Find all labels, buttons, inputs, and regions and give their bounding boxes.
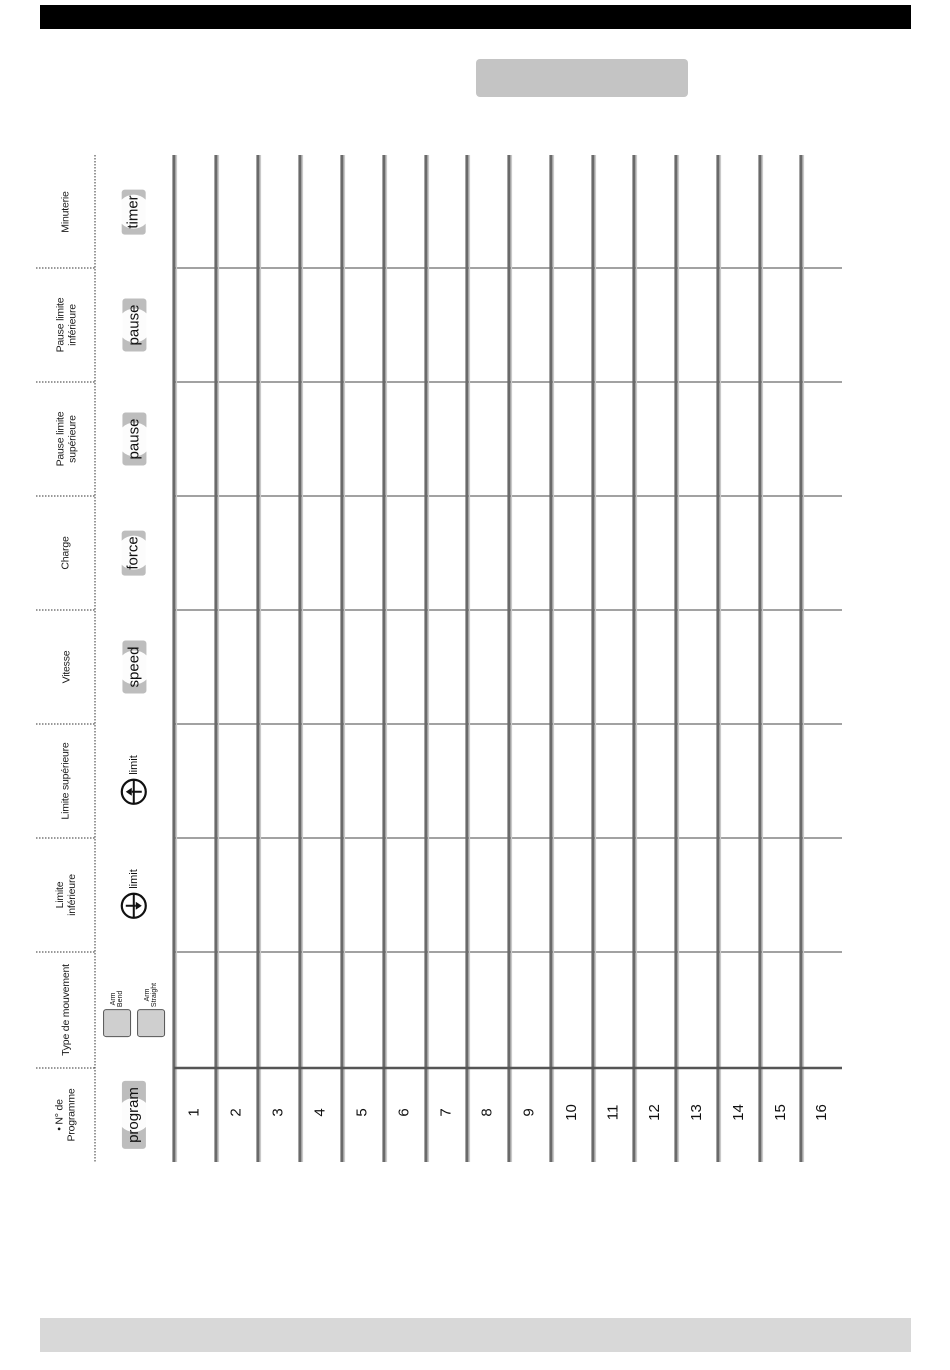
program-number-text: 15 (771, 1104, 789, 1121)
limit-label: limit (128, 755, 140, 775)
program-number-text: 13 (687, 1104, 705, 1121)
icon-cell-8 (96, 1068, 172, 1162)
program-number (179, 1104, 209, 1121)
limit-down-icon (119, 869, 149, 921)
program-number (556, 1104, 586, 1121)
arm-caption-line: Straight (151, 982, 158, 1008)
arm-caption-line: Bend (117, 990, 124, 1008)
rotated-icon-wrapper (103, 983, 165, 1037)
program-number-text: 9 (520, 1108, 538, 1117)
column-header-1 (36, 268, 96, 382)
badge-text: pause (125, 418, 142, 460)
rotated-icon-wrapper (122, 189, 146, 234)
icon-cell-1 (96, 268, 172, 382)
program-number (723, 1104, 753, 1121)
program-number-text: 6 (395, 1108, 413, 1117)
column-header-line: Limite (54, 881, 66, 909)
column-header-line: Vitesse (60, 650, 72, 684)
circle-arrow-icon (119, 891, 149, 921)
column-header-line: supérieure (65, 415, 78, 463)
column-header-0 (36, 155, 96, 268)
column-header-label (54, 874, 78, 916)
column-header-6 (36, 838, 96, 952)
program-number (347, 1104, 377, 1121)
column-header-label (54, 298, 78, 353)
program-number-text: 7 (437, 1108, 455, 1117)
icon-cell-0 (96, 155, 172, 268)
force-badge-icon (122, 530, 146, 575)
arm-bend-icon (103, 983, 131, 1037)
rotated-icon-wrapper (119, 755, 149, 807)
program-number-text: 4 (311, 1108, 329, 1117)
column-header-line: Minuterie (59, 190, 72, 233)
program-number (305, 1104, 335, 1121)
timer-badge-icon (122, 189, 146, 234)
program-number (765, 1104, 795, 1121)
arm-figure-icon (137, 1009, 165, 1037)
program-number-text: 12 (645, 1104, 663, 1121)
icon-cell-4 (96, 610, 172, 724)
arm-caption (110, 991, 124, 1007)
arm-figure-icon (103, 1009, 131, 1037)
arm-caption-line: Arm (144, 988, 151, 1002)
arm-type-icons (103, 983, 165, 1037)
badge-text: program (124, 1087, 142, 1143)
column-header-line: Type de mouvement (60, 964, 72, 1056)
program-number-text: 8 (478, 1108, 496, 1117)
column-header-8 (36, 1068, 96, 1162)
badge-text: speed (125, 646, 142, 688)
program-number (681, 1104, 711, 1121)
program-number-text: 16 (812, 1104, 830, 1121)
circle-arrow-icon (119, 777, 149, 807)
column-header-line: Pause limite (53, 297, 66, 353)
program-badge-icon (122, 1081, 146, 1149)
arm-caption-line: Arm (110, 992, 117, 1006)
program-number-text: 14 (729, 1104, 747, 1121)
rotated-icon-wrapper (122, 1081, 146, 1149)
program-number (514, 1104, 544, 1121)
icon-cell-3 (96, 496, 172, 610)
program-number-text: 5 (353, 1108, 371, 1117)
pause-badge-icon (122, 299, 146, 352)
badge-text: force (124, 536, 142, 570)
pause-badge-icon (122, 413, 146, 466)
program-number-text: 2 (227, 1108, 245, 1117)
program-number-text: 1 (185, 1108, 203, 1117)
column-header-line: Charge (60, 536, 72, 570)
icon-cell-2 (96, 382, 172, 496)
column-header-label (60, 964, 72, 1056)
icon-cell-5 (96, 724, 172, 838)
limit-label: limit (128, 869, 140, 889)
column-header-label (54, 412, 78, 467)
column-header-3 (36, 496, 96, 610)
column-header-label (60, 742, 72, 819)
column-header-4 (36, 610, 96, 724)
column-header-line: Limite supérieure (60, 742, 73, 820)
program-number-text: 10 (562, 1104, 580, 1121)
arm-caption (144, 983, 158, 1007)
column-header-label (54, 1088, 78, 1141)
rotated-icon-wrapper (122, 641, 146, 694)
column-header-7 (36, 952, 96, 1068)
rotated-icon-wrapper (119, 869, 149, 921)
program-number (263, 1104, 293, 1121)
rotated-icon-wrapper (122, 299, 146, 352)
program-number-text: 11 (604, 1104, 622, 1121)
column-header-label (60, 651, 72, 684)
icon-cell-7 (96, 952, 172, 1068)
program-number-text: 3 (269, 1108, 287, 1117)
program-number (806, 1104, 836, 1121)
column-header-line: Pause limite (53, 411, 66, 467)
column-header-5 (36, 724, 96, 838)
program-number (639, 1104, 669, 1121)
program-number (472, 1104, 502, 1121)
badge-text: pause (125, 304, 142, 346)
rotated-icon-wrapper (122, 413, 146, 466)
column-header-label (60, 191, 72, 232)
limit-up-icon (119, 755, 149, 807)
rotated-icon-wrapper (122, 530, 146, 575)
column-header-label (60, 536, 72, 569)
program-number (221, 1104, 251, 1121)
program-number (389, 1104, 419, 1121)
program-number (598, 1104, 628, 1121)
arm-straight-icon (137, 983, 165, 1037)
program-number (431, 1104, 461, 1121)
badge-text: timer (125, 194, 142, 229)
column-header-line: • N° de (54, 1099, 66, 1131)
icon-cell-6 (96, 838, 172, 952)
column-header-line: inférieure (65, 304, 78, 346)
column-header-line: inférieure (66, 874, 78, 916)
speed-badge-icon (122, 641, 146, 694)
column-header-line: Programme (66, 1088, 78, 1142)
column-header-2 (36, 382, 96, 496)
